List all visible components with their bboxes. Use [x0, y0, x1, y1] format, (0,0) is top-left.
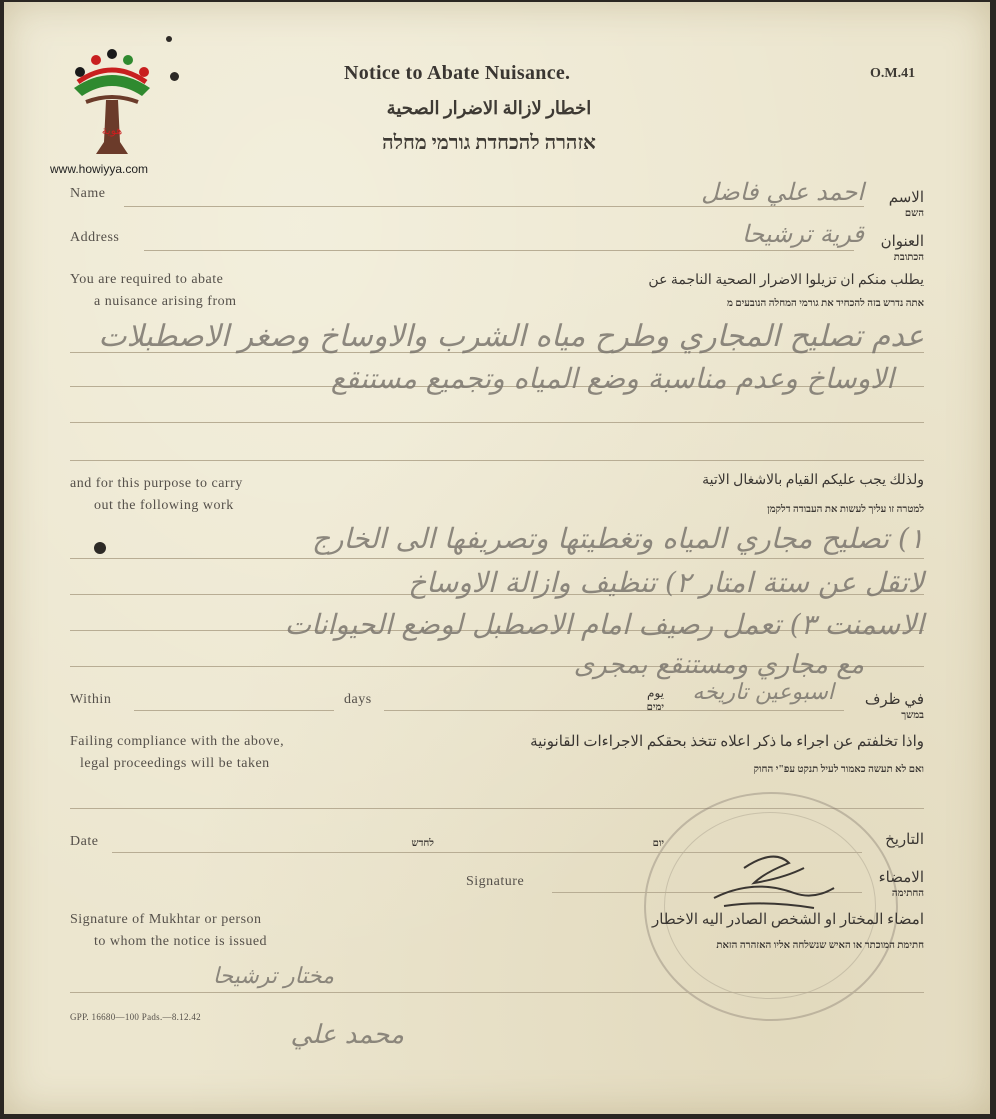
signature-label-ar: الامضاء: [878, 870, 924, 886]
failing-label-line2: legal proceedings will be taken: [80, 756, 270, 771]
signature-label-he: החתימה: [891, 888, 924, 899]
name-value: احمد علي فاضل: [701, 178, 864, 206]
title-arabic: اخطار لازالة الاضرار الصحية: [386, 98, 592, 118]
notice-document: [4, 2, 990, 1114]
mukhtar-signature-1: مختار ترشيحا: [212, 964, 334, 989]
signature-label: Signature: [466, 874, 525, 889]
mukhtar-label-line1: Signature of Mukhtar or person: [70, 912, 262, 927]
address-label-he: הכתובת: [893, 252, 924, 263]
work-label-he: למטרה זו עליך לעשות את העבודה דלקמן: [767, 504, 924, 515]
date-day-label-he: יום: [652, 838, 664, 849]
svg-text:هوية: هوية: [101, 124, 123, 137]
work-label-line1: and for this purpose to carry: [70, 476, 243, 491]
failing-label-ar: واذا تخلفتم عن اجراء ما ذكر اعلاه تتخذ بحقكم الاجراءات القانونية: [530, 734, 924, 750]
logo-url: www.howiyya.com: [50, 162, 149, 176]
howiyya-logo-icon: [66, 42, 158, 160]
required-label-line2: a nuisance arising from: [94, 294, 237, 309]
title-hebrew: אזהרה להכחדת גורמי מחלה: [382, 132, 596, 154]
work-label-line2: out the following work: [94, 498, 234, 513]
mukhtar-label-he: חתימת המוכתר או האיש שנשלחה אליו האזהרה הזאת: [716, 940, 924, 951]
work-line-2: لاتقل عن ستة امتار ٢) تنظيف وازالة الاوساخ: [408, 566, 924, 599]
work-label-ar: ولذلك يجب عليكم القيام بالاشغال الاتية: [702, 473, 924, 488]
address-label-ar: العنوان: [880, 234, 924, 250]
nuisance-line-2: الاوساخ وعدم مناسبة وضع المياه وتجميع مستنقع: [330, 362, 894, 395]
work-line-4: مع مجاري ومستنقع بمجرى: [573, 650, 864, 680]
date-label: Date: [70, 834, 99, 849]
days-label: days: [344, 692, 372, 707]
mukhtar-signature-2: محمد علي: [290, 1020, 404, 1050]
within-label: Within: [70, 692, 112, 707]
required-label-ar: يطلب منكم ان تزيلوا الاضرار الصحية الناجمة عن: [648, 273, 924, 288]
nuisance-line-1: عدم تصليح المجاري وطرح مياه الشرب والاوساخ وصغر الاصطبلات: [98, 319, 924, 354]
name-label: Name: [70, 186, 106, 201]
print-code: GPP. 16680—100 Pads.—8.12.42: [70, 1012, 201, 1022]
required-label-line1: You are required to abate: [70, 272, 224, 287]
within-label-ar: في ظرف: [864, 692, 924, 708]
date-month-label-he: לחדש: [411, 838, 434, 849]
official-signature-scribble: [694, 838, 844, 918]
mukhtar-label-line2: to whom the notice is issued: [94, 934, 268, 949]
within-value: اسبوعين تاريخه: [692, 680, 834, 705]
work-line-3: الاسمنت ٣) تعمل رصيف امام الاصطبل لوضع الحيوانات: [284, 608, 924, 641]
failing-label-line1: Failing compliance with the above,: [70, 734, 285, 749]
mukhtar-label-ar: امضاء المختار او الشخص الصادر اليه الاخطار: [651, 912, 924, 928]
form-number: O.M.41: [870, 66, 916, 81]
within-label-he: במשך: [901, 710, 924, 721]
date-label-ar: التاريخ: [885, 832, 924, 848]
failing-label-he: ואם לא תעשה כאמור לעיל תנקט עפ"י החוק: [753, 764, 924, 775]
title-english: Notice to Abate Nuisance.: [344, 62, 571, 84]
required-label-he: אתה נדרש בזה להכחיד את גורמי המחלה הנובעים מ: [726, 298, 924, 309]
within-unit-he: ימים: [646, 702, 664, 713]
name-label-ar: الاسم: [888, 190, 924, 206]
name-label-he: השם: [904, 208, 924, 219]
within-unit-ar: يوم: [647, 686, 664, 700]
address-value: قرية ترشيحا: [742, 220, 864, 248]
punch-mark: [166, 36, 172, 42]
address-label: Address: [70, 230, 120, 245]
punch-mark: [170, 72, 179, 81]
work-line-1: ١) تصليح مجاري المياه وتغطيتها وتصريفها الى الخارج: [311, 522, 924, 555]
